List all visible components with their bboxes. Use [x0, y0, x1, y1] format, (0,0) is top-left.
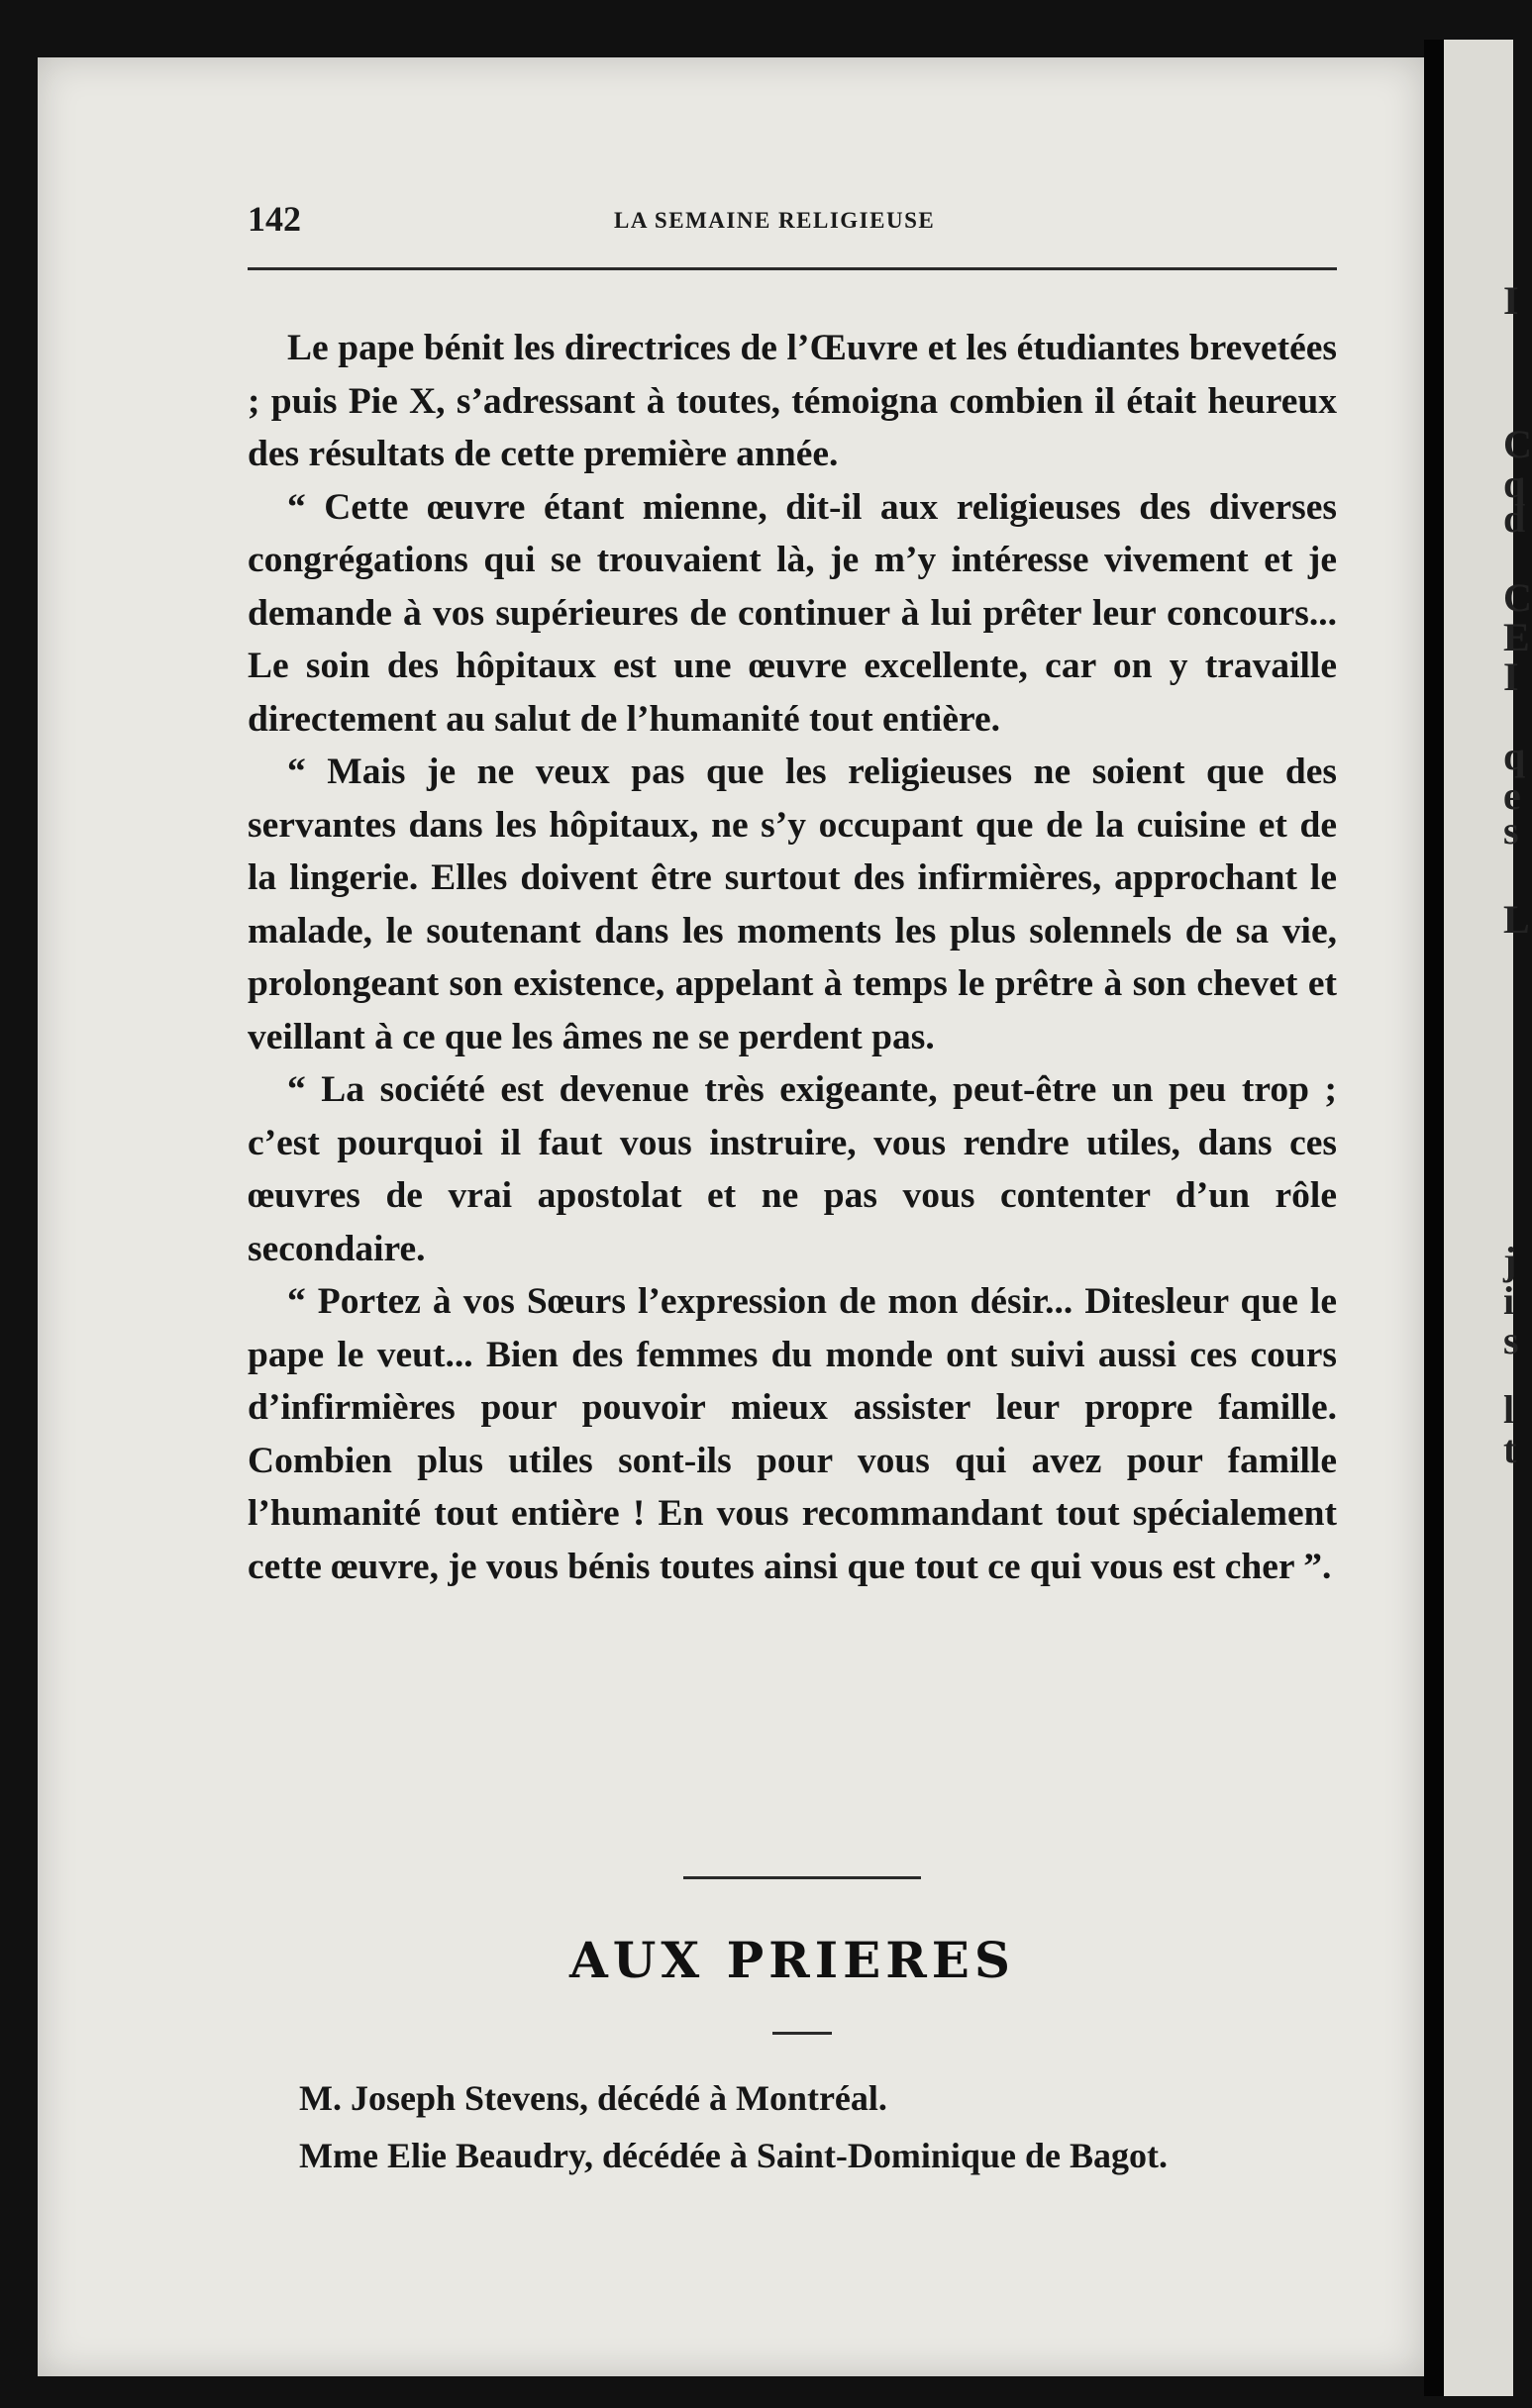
- adjacent-page-fragment: s: [1503, 808, 1519, 853]
- prayer-list: [299, 2069, 1339, 2184]
- adjacent-page-fragment: L: [1503, 897, 1530, 942]
- section-heading: AUX PRIERES: [568, 1931, 1016, 1989]
- page-number: 142: [248, 199, 301, 239]
- adjacent-page-fragment: l: [1503, 1387, 1515, 1432]
- adjacent-page-edge: [1444, 40, 1532, 2396]
- prayer-entry: Mme Elie Beaudry, décédée à Saint-Dominique de Bagot.: [299, 2136, 1168, 2175]
- paragraph: “ Portez à vos Sœurs l’expression de mon désir... Ditesleur que le pape le veut... Bien des femmes du monde ont suivi aussi ces cours d’infirmières pour pouvoir mieux assister leur propre famille. Combien plus utiles sont-ils pour vous qui avez pour famille l’humanité tout entière ! En vous recommandant tout spécialement cette œuvre, je vous bénis toutes ainsi que tout ce qui vous est cher ”.: [248, 1281, 1337, 1587]
- adjacent-page-fragment: i: [1503, 1278, 1515, 1323]
- prayer-entry: M. Joseph Stevens, décédé à Montréal.: [299, 2078, 887, 2118]
- adjacent-page-fragment: C: [1503, 575, 1532, 620]
- paragraph: Le pape bénit les directrices de l’Œuvre et les étudiantes brevetées ; puis Pie X, s’adressant à toutes, témoigna combien il était heureux des résultats de cette première année.: [248, 328, 1337, 474]
- adjacent-page-fragment: I: [1503, 278, 1519, 323]
- adjacent-page-fragment: I: [1503, 654, 1519, 699]
- adjacent-page-fragment: j: [1503, 1239, 1517, 1283]
- section-separator: [683, 1876, 921, 1879]
- adjacent-page-fragment: q: [1503, 461, 1526, 506]
- paragraph: “ Mais je ne veux pas que les religieuses ne soient que des servantes dans les hôpitaux, ne s’y occupant que de la cuisine et de la lingerie. Elles doivent être surtout des infirmières, approchant le malade, le soutenant dans les moments les plus solennels de sa vie, prolongeant son existence, appelant à temps le prêtre à son chevet et veillant à ce que les âmes ne se perdent pas.: [248, 752, 1337, 1057]
- adjacent-page-fragment: s: [1503, 1318, 1519, 1362]
- paragraph: “ Cette œuvre étant mienne, dit-il aux religieuses des diverses congrégations qui se trouvaient là, je m’y intéresse vivement et je demande à vos supérieures de continuer à lui prêter leur concours... Le soin des hôpitaux est une œuvre excellente, car on y travaille directement au salut de l’humanité tout entière.: [248, 486, 1337, 740]
- article-body: [248, 322, 1337, 1593]
- adjacent-page-fragment: d: [1503, 496, 1526, 541]
- book-gutter: [1424, 40, 1444, 2396]
- adjacent-page-fragment: t: [1503, 1427, 1517, 1471]
- paragraph: “ La société est devenue très exigeante, peut-être un peu trop ; c’est pourquoi il faut vous instruire, vous rendre utiles, dans ces œuvres de vrai apostolat et ne pas vous contenter d’un rôle secondaire.: [248, 1069, 1337, 1269]
- journal-title: LA SEMAINE RELIGIEUSE: [614, 208, 936, 233]
- adjacent-page-fragment: q: [1503, 734, 1526, 778]
- heading-underline: [772, 2032, 832, 2035]
- adjacent-page-fragment: C: [1503, 422, 1532, 466]
- adjacent-page-fragment: E: [1503, 615, 1530, 659]
- header-rule: [248, 267, 1337, 270]
- running-head: [248, 198, 1337, 248]
- adjacent-page-fragment: e: [1503, 773, 1521, 818]
